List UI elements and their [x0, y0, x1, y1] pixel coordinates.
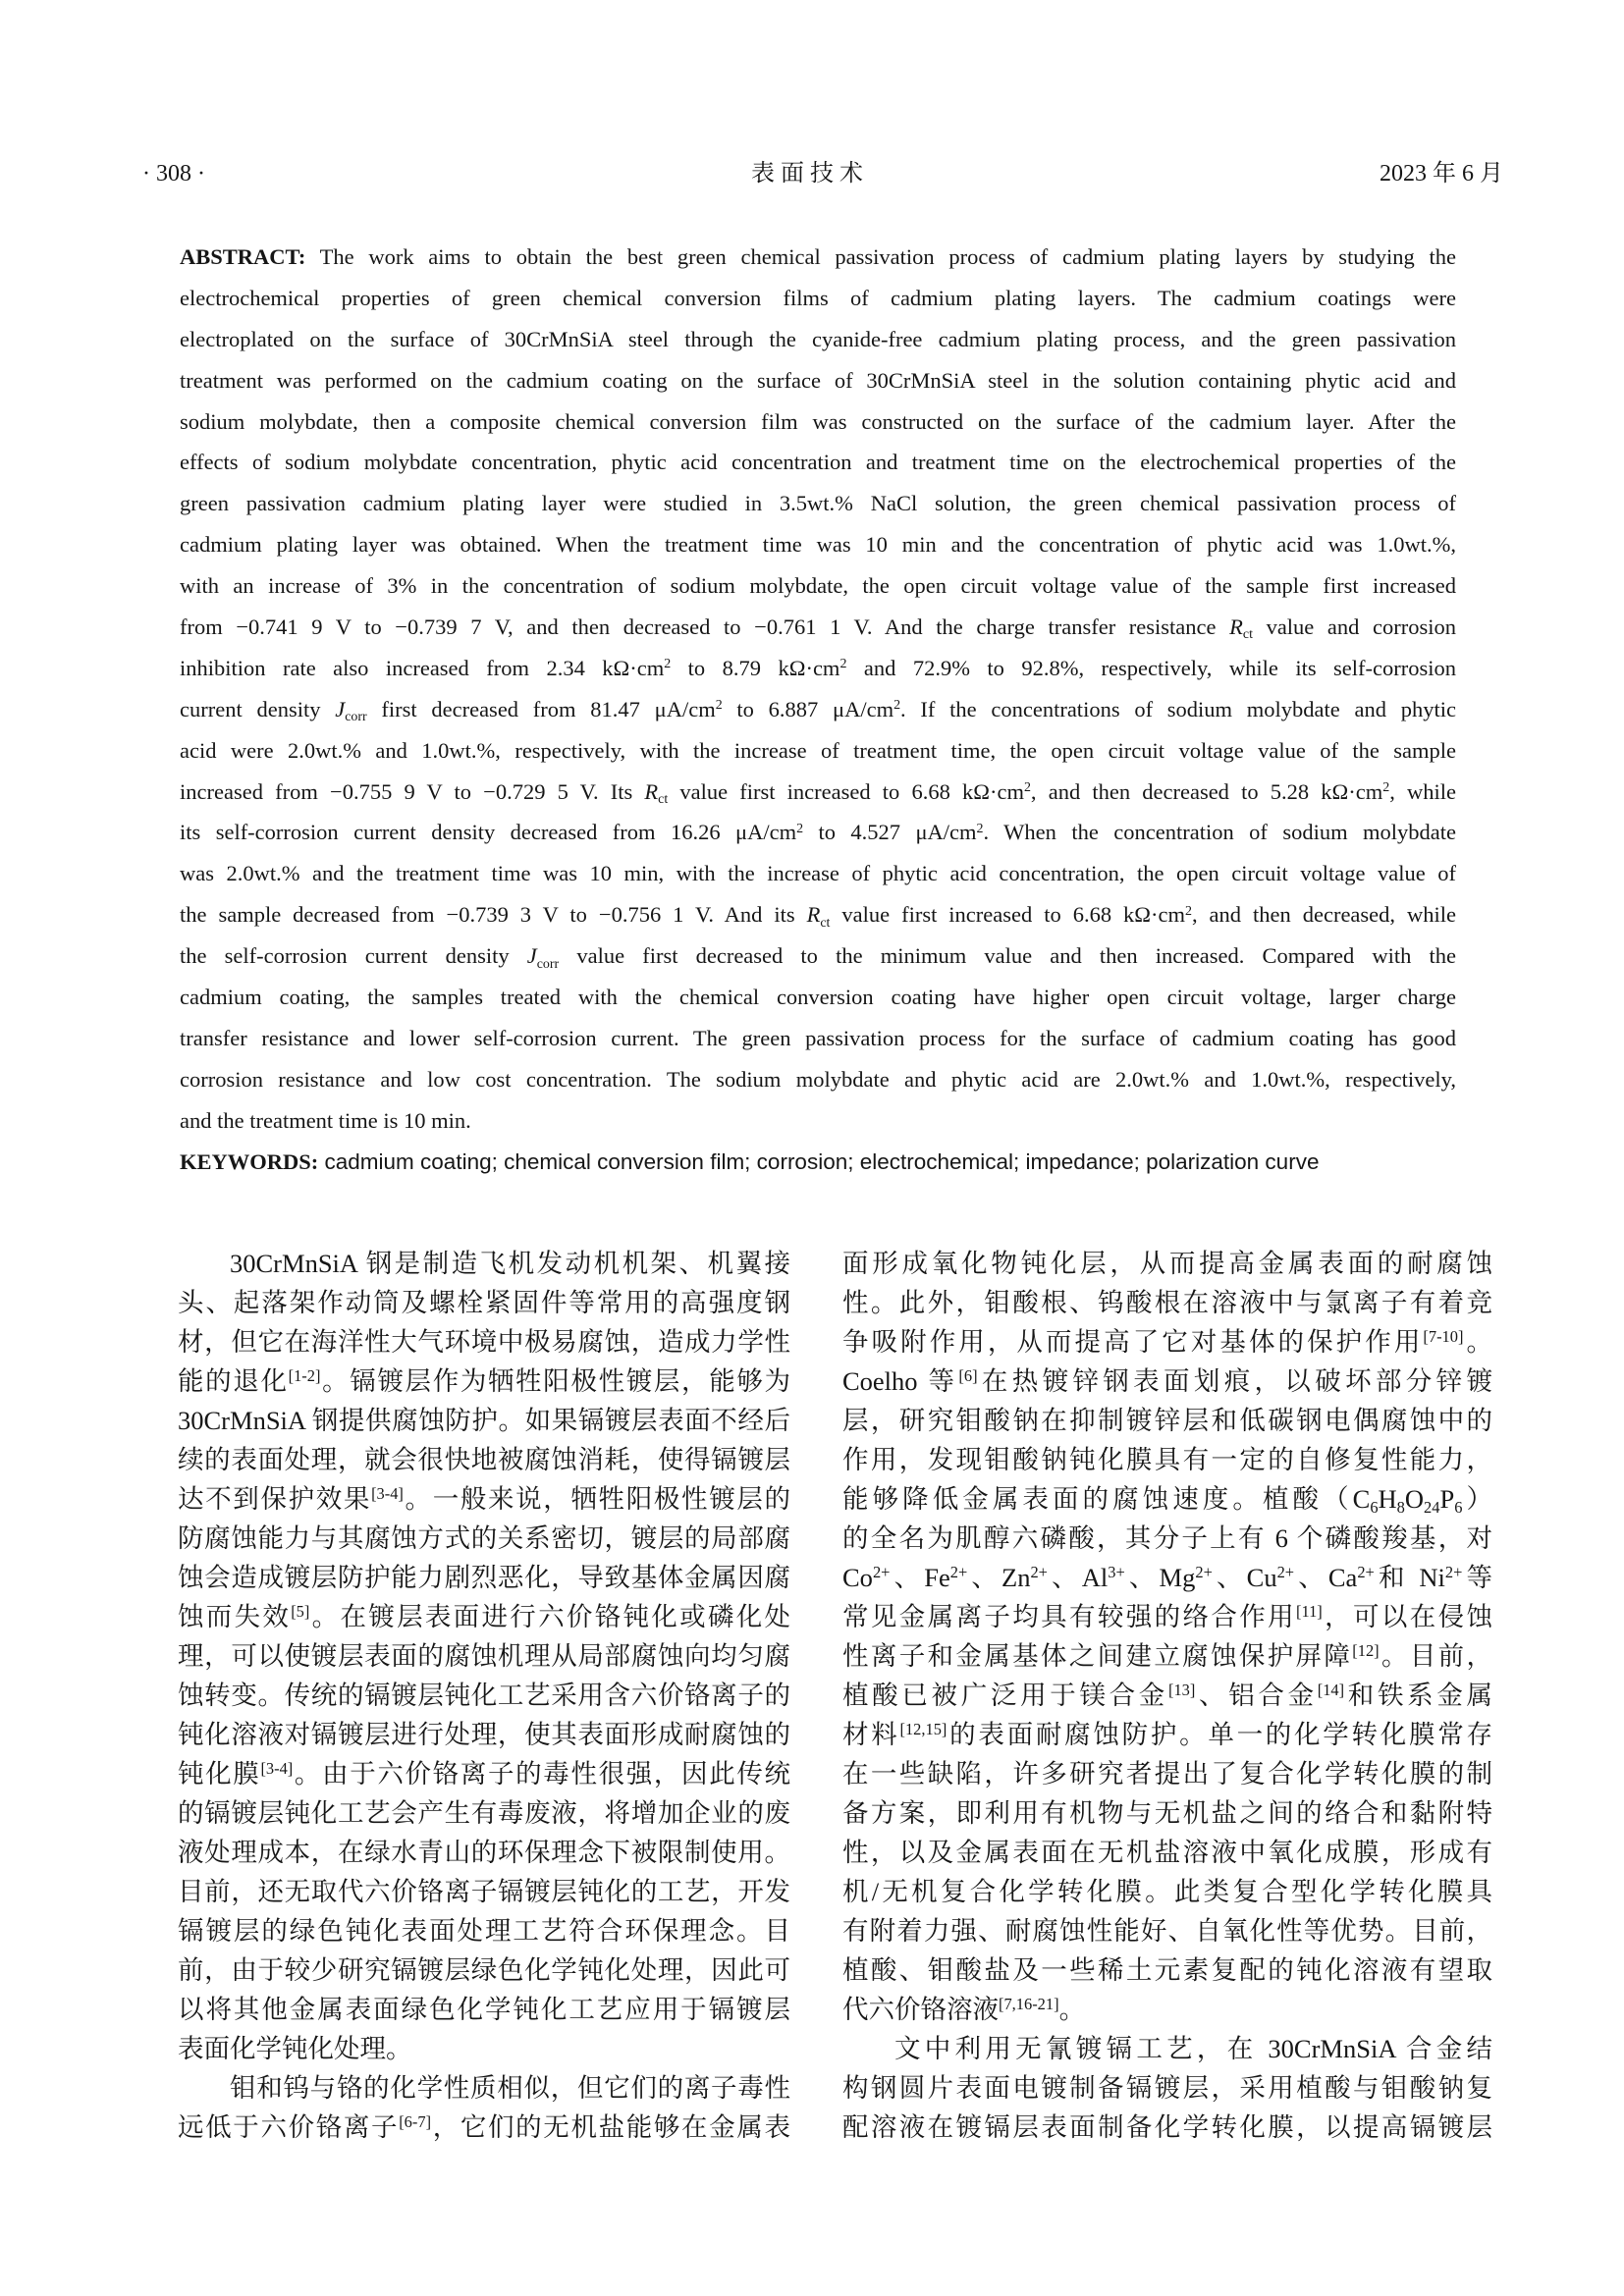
superscript: 2+ — [1357, 1562, 1375, 1581]
citation-ref: [6] — [958, 1365, 978, 1385]
text-line: 钝化溶液对镉镀层进行处理，使其表面形成耐腐蚀的 — [178, 1720, 790, 1749]
subscript: 24 — [1424, 1498, 1440, 1518]
text-line: Coelho 等[6]在热镀锌钢表面划痕，以破坏部分锌镀 — [842, 1365, 1493, 1396]
text-line: 机/无机复合化学转化膜。此类复合型化学转化膜具 — [842, 1877, 1492, 1906]
superscript: 2 — [893, 698, 901, 714]
text-line: 钼和钨与铬的化学性质相似，但它们的离子毒性 — [230, 2073, 790, 2103]
superscript: 2+ — [1444, 1562, 1463, 1581]
citation-ref: [7,16-21] — [999, 1994, 1059, 2013]
text-line: 备方案，即利用有机物与无机盐之间的络合和黏附特 — [842, 1798, 1492, 1828]
superscript: 2+ — [949, 1562, 968, 1581]
page-number: · 308 · — [142, 161, 205, 187]
text-line: 争吸附作用，从而提高了它对基体的保护作用[7-10]。 — [842, 1326, 1493, 1357]
text-line: 30CrMnSiA 钢是制造飞机发动机机架、机翼接 — [230, 1249, 790, 1278]
text-line: 常见金属离子均具有较强的络合作用[11]，可以在侵蚀 — [842, 1601, 1492, 1631]
subscript: 8 — [1396, 1498, 1405, 1518]
text-line: 作用，发现钼酸钠钝化膜具有一定的自修复性能力， — [842, 1445, 1492, 1474]
subscript: ct — [658, 792, 669, 808]
superscript: 2+ — [1030, 1562, 1048, 1581]
subscript: ct — [1242, 627, 1253, 643]
body-right-column — [842, 1244, 1492, 2147]
text-line: acid were 2.0wt.% and 1.0wt.%, respectively, with the increase of treatment time, the open circuit voltage value of the sample — [180, 737, 1456, 763]
text-line: 续的表面处理，就会很快地被腐蚀消耗，使得镉镀层 — [178, 1445, 790, 1474]
text-line: 能的退化[1-2]。镉镀层作为牺牲阳极性镀层，能够为 — [178, 1365, 791, 1396]
superscript: 2 — [796, 821, 804, 836]
text-line: 有附着力强、耐腐蚀性能好、自氧化性等优势。目前， — [842, 1916, 1492, 1946]
text-line: 构钢圆片表面电镀制备镉镀层，采用植酸与钼酸钠复 — [842, 2073, 1492, 2103]
text-line: 层，研究钼酸钠在抑制镀锌层和低碳钢电偶腐蚀中的 — [842, 1406, 1492, 1435]
text-line: 以将其他金属表面绿色化学钝化工艺应用于镉镀层 — [178, 1995, 790, 2024]
superscript: 2 — [976, 821, 984, 836]
text-line: 的镉镀层钝化工艺会产生有毒废液，将增加企业的废 — [178, 1798, 790, 1828]
text-line: 性。此外，钼酸根、钨酸根在溶液中与氯离子有着竞 — [842, 1288, 1492, 1317]
superscript: 2 — [664, 657, 672, 672]
text-line: green passivation cadmium plating layer were studied in 3.5wt.% NaCl solution, the green chemical passivation process of — [180, 491, 1456, 516]
abstract-text — [180, 237, 1456, 1142]
text-line: the self-corrosion current density Jcorr value first decreased to the minimum value and then increased. Compared with the — [180, 943, 1456, 972]
text-line: 钝化膜[3-4]。由于六价铬离子的毒性很强，因此传统 — [178, 1758, 790, 1789]
journal-title: 表 面 技 术 — [751, 161, 863, 187]
italic-symbol: R — [806, 902, 821, 928]
text-line: 文中利用无氰镀镉工艺，在 30CrMnSiA 合金结 — [894, 2034, 1492, 2063]
italic-symbol: J — [526, 943, 537, 969]
italic-symbol: R — [644, 778, 659, 804]
subscript: 6 — [1370, 1498, 1379, 1518]
text-line: with an increase of 3% in the concentration of sodium molybdate, the open circuit voltage value of the sample first increased — [180, 573, 1456, 599]
text-line: 理，可以使镀层表面的腐蚀机理从局部腐蚀向均匀腐 — [178, 1641, 790, 1671]
keyword-list: cadmium coating; chemical conversion film; corrosion; electrochemical; impedance; polarization curve — [318, 1148, 1320, 1174]
section-label: ABSTRACT: — [180, 244, 306, 269]
text-line: 植酸、钼酸盐及一些稀土元素复配的钝化溶液有望取 — [842, 1955, 1492, 1985]
text-line: sodium molybdate, then a composite chemical conversion film was constructed on the surface of the cadmium layer. After the — [180, 408, 1456, 434]
text-line: 达不到保护效果[3-4]。一般来说，牺牲阳极性镀层的 — [178, 1483, 791, 1514]
citation-ref: [11] — [1296, 1601, 1323, 1621]
superscript: 2 — [715, 698, 723, 714]
subscript: corr — [345, 710, 367, 725]
text-line: ABSTRACT: The work aims to obtain the best green chemical passivation process of cadmium plating layers by studying the — [180, 244, 1456, 269]
text-line: 材，但它在海洋性大气环境中极易腐蚀，造成力学性 — [178, 1327, 790, 1357]
text-line: was 2.0wt.% and the treatment time was 10 min, with the increase of phytic acid concentration, the open circuit voltage value of — [180, 861, 1456, 886]
superscript: 2+ — [872, 1562, 891, 1581]
subscript: corr — [536, 956, 560, 972]
superscript: 2+ — [1276, 1562, 1295, 1581]
text-line: and the treatment time is 10 min. — [180, 1107, 471, 1133]
text-line: 能够降低金属表面的腐蚀速度。植酸（C6H8O24P6） — [842, 1484, 1492, 1518]
text-line: 前，由于较少研究镉镀层绿色化学钝化处理，因此可 — [178, 1955, 790, 1985]
text-line: 表面化学钝化处理。 — [178, 2034, 412, 2063]
text-line: 蚀转变。传统的镉镀层钝化工艺采用含六价铬离子的 — [178, 1681, 790, 1710]
italic-symbol: R — [1229, 614, 1243, 640]
text-line: 防腐蚀能力与其腐蚀方式的关系密切，镀层的局部腐 — [178, 1523, 790, 1553]
text-line: inhibition rate also increased from 2.34 $k\Omega\cdot cm^2$ to 8.79 $k\Omega\cdot cm^2$ and 72.9% to 92.8%, respectively, while its self-corrosion — [180, 655, 1457, 680]
body-left-column — [178, 1244, 790, 2147]
text-line: increased from −0.755 9 V to −0.729 5 V. Its Rct value first increased to 6.68 $k\Omega\cdot cm^2$, and then decreased to 5.28 $k\Omega\cdot cm^2$, while — [180, 778, 1456, 808]
text-line: electroplated on the surface of 30CrMnSiA steel through the cyanide-free cadmium plating process, and the green passivation — [180, 326, 1456, 351]
text-line: 代六价铬溶液[7,16-21]。 — [842, 1994, 1086, 2024]
text-line: cadmium plating layer was obtained. When the treatment time was 10 min and the concentration of phytic acid was 1.0wt.%, — [180, 532, 1456, 558]
text-line: 性离子和金属基体之间建立腐蚀保护屏障[12]。目前， — [842, 1640, 1493, 1671]
text-line: current density Jcorr first decreased from 81.47 $\mu A/cm^2$ to 6.887 $\mu A/cm^2$. If the concentrations of sodium molybdate and phytic — [180, 696, 1456, 725]
text-line: transfer resistance and lower self-corrosion current. The green passivation process for the surface of cadmium coating has good — [180, 1025, 1456, 1050]
text-line: cadmium coating, the samples treated with the chemical conversion coating have higher open circuit voltage, larger charge — [180, 985, 1456, 1010]
text-line: 头、起落架作动筒及螺栓紧固件等常用的高强度钢 — [178, 1288, 790, 1317]
text-line: effects of sodium molybdate concentration, phytic acid concentration and treatment time on the electrochemical properties of the — [180, 450, 1456, 475]
text-line: 远低于六价铬离子[6-7]，它们的无机盐能够在金属表 — [178, 2111, 791, 2142]
issue-date: 2023 年 6 月 — [1380, 161, 1503, 187]
citation-ref: [14] — [1317, 1680, 1345, 1699]
superscript: 2 — [839, 657, 847, 672]
superscript: 2+ — [1195, 1562, 1213, 1581]
text-line: 在一些缺陷，许多研究者提出了复合化学转化膜的制 — [842, 1759, 1492, 1789]
text-line: 蚀会造成镀层防护能力剧烈恶化，导致基体金属因腐 — [178, 1563, 790, 1592]
text-line: treatment was performed on the cadmium coating on the surface of 30CrMnSiA steel in the solution containing phytic acid and — [180, 367, 1456, 393]
citation-ref: [3-4] — [371, 1483, 404, 1503]
text-line: 液处理成本，在绿水青山的环保理念下被限制使用。 — [178, 1838, 790, 1867]
text-line: 植酸已被广泛用于镁合金[13]、铝合金[14]和铁系金属 — [842, 1680, 1493, 1710]
text-line: corrosion resistance and low cost concentration. The sodium molybdate and phytic acid are 2.0wt.% and 1.0wt.%, respectively, — [180, 1066, 1456, 1092]
text-line: the sample decreased from −0.739 3 V to −0.756 1 V. And its Rct value first increased to 6.68 $k\Omega\cdot cm^2$, and then decreased, while — [180, 902, 1456, 931]
superscript: 2 — [1382, 779, 1390, 795]
citation-ref: [1-2] — [288, 1365, 321, 1385]
section-label: KEYWORDS: — [180, 1148, 319, 1174]
citation-ref: [3-4] — [260, 1758, 294, 1778]
text-line: 30CrMnSiA 钢提供腐蚀防护。如果镉镀层表面不经后 — [178, 1406, 790, 1435]
text-line: 目前，还无取代六价铬离子镉镀层钝化的工艺，开发 — [178, 1877, 790, 1906]
text-line: 性，以及金属表面在无机盐溶液中氧化成膜，形成有 — [842, 1838, 1492, 1867]
text-line: $Co^{2+}$、$Fe^{2+}$、$Zn^{2+}$、$Al^{3+}$、$Mg^{2+}$、$Cu^{2+}$、$Ca^{2+}$和 $Ni^{2+}$等 — [842, 1562, 1493, 1592]
subscript: ct — [820, 915, 831, 931]
text-line: 配溶液在镀镉层表面制备化学转化膜，以提高镉镀层 — [842, 2112, 1492, 2142]
citation-ref: [7-10] — [1423, 1326, 1464, 1346]
citation-ref: [6-7] — [399, 2111, 432, 2131]
text-line: 蚀而失效[5]。在镀层表面进行六价铬钝化或磷化处 — [178, 1601, 791, 1631]
subscript: 6 — [1454, 1498, 1463, 1518]
text-line: electrochemical properties of green chemical conversion films of cadmium plating layers. The cadmium coatings were — [180, 285, 1456, 310]
text-line: 材料[12,15]的表面耐腐蚀防护。单一的化学转化膜常存 — [842, 1719, 1493, 1749]
superscript: 2 — [1023, 779, 1031, 795]
text-line: its self-corrosion current density decreased from 16.26 $\mu A/cm^2$ to 4.527 $\mu A/cm^2$. When the concentration of sodium molybdate — [180, 820, 1456, 845]
citation-ref: [12] — [1352, 1640, 1380, 1660]
keywords-line — [180, 1142, 1456, 1183]
superscript: 3+ — [1108, 1562, 1125, 1581]
citation-ref: [5] — [291, 1601, 310, 1621]
text-line: from −0.741 9 V to −0.739 7 V, and then decreased to −0.761 1 V. And the charge transfer resistance Rct value and corrosion — [180, 614, 1456, 643]
italic-symbol: J — [335, 696, 346, 721]
text-line: 镉镀层的绿色钝化表面处理工艺符合环保理念。目 — [178, 1916, 790, 1946]
superscript: 2 — [1185, 903, 1192, 919]
text-line: 面形成氧化物钝化层，从而提高金属表面的耐腐蚀 — [842, 1249, 1492, 1278]
citation-ref: [13] — [1167, 1680, 1196, 1699]
text-line: 的全名为肌醇六磷酸，其分子上有 6 个磷酸羧基，对 — [842, 1523, 1492, 1553]
text-line — [180, 1142, 1456, 1183]
citation-ref: [12,15] — [899, 1719, 947, 1738]
abstract-block — [180, 237, 1456, 1182]
